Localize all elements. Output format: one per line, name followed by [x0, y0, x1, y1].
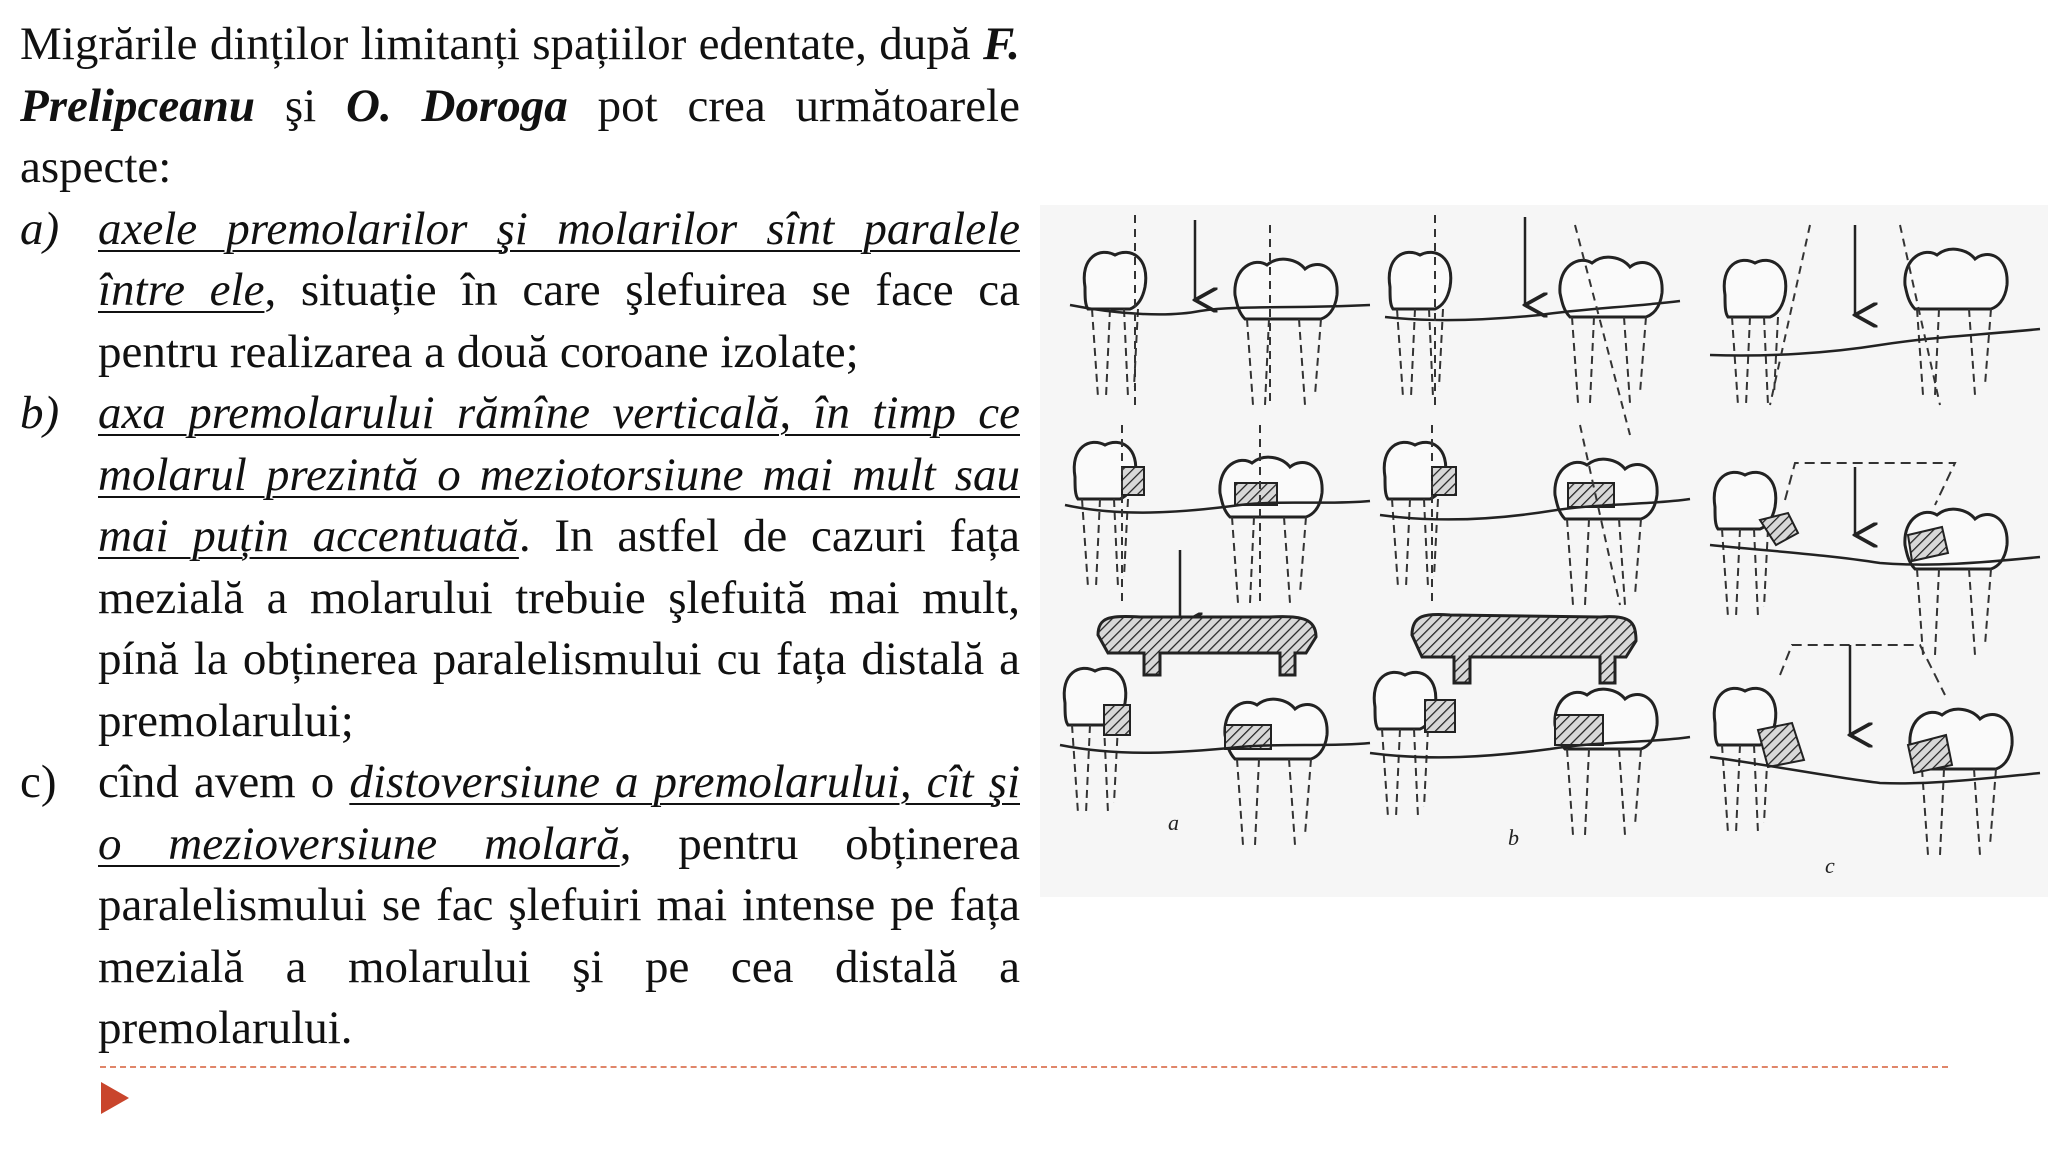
list-item-c: c) cînd avem o distoversiune a premolarului, cît şi o mezioversiune molară, pentru obținerea paralelismului se fac şlefuiri mai intense pe fața mezială a molarului şi pe cea distală a premolarului.: [20, 752, 1020, 1060]
item-emphasis: axele premolarilor şi molarilor sînt paralele între ele: [98, 202, 1020, 316]
figure-label-c: c: [1825, 853, 1835, 878]
item-label: c): [20, 756, 57, 808]
diagram-column-a: [1060, 215, 1370, 845]
author-prelipceanu: F. Prelipceanu: [20, 18, 1020, 132]
item-emphasis: distoversiune a premolarului, cît şi o mezioversiune molară: [98, 756, 1020, 870]
list-item-a: a) axele premolarilor şi molarilor sînt paralele între ele, situație în care şlefuirea se face ca pentru realizarea a două coroane izolate;: [20, 199, 1020, 384]
figure-label-b: b: [1508, 825, 1519, 850]
item-label: b): [20, 387, 60, 439]
slide-bullet-arrow-icon: [101, 1082, 129, 1114]
figure-label-a: a: [1168, 810, 1179, 835]
dental-diagram: [1040, 205, 2048, 897]
author-doroga: O. Doroga: [346, 79, 568, 132]
intro-paragraph: Migrările dinților limitanți spațiilor edentate, după F. Prelipceanu şi O. Doroga pot crea următoarele aspecte:: [20, 18, 1020, 193]
item-emphasis: axa premolarului rămîne verticală, în timp ce molarul prezintă o meziotorsiune mai mult sau mai puțin accentuată: [98, 387, 1020, 562]
list-item-b: b) axa premolarului rămîne verticală, în timp ce molarul prezintă o meziotorsiune mai mult sau mai puțin accentuată. In astfel de cazuri fața mezială a molarului trebuie şlefuită mai mult, pínă la obținerea paralelismului cu fața distală a premolarului;: [20, 383, 1020, 752]
diagram-column-c: [1710, 225, 2040, 878]
dental-diagram-figure: [1040, 205, 2048, 897]
main-text: [20, 14, 1020, 1060]
diagram-column-b: [1370, 215, 1690, 850]
footer-divider: [100, 1066, 1948, 1068]
item-label: a): [20, 202, 60, 255]
